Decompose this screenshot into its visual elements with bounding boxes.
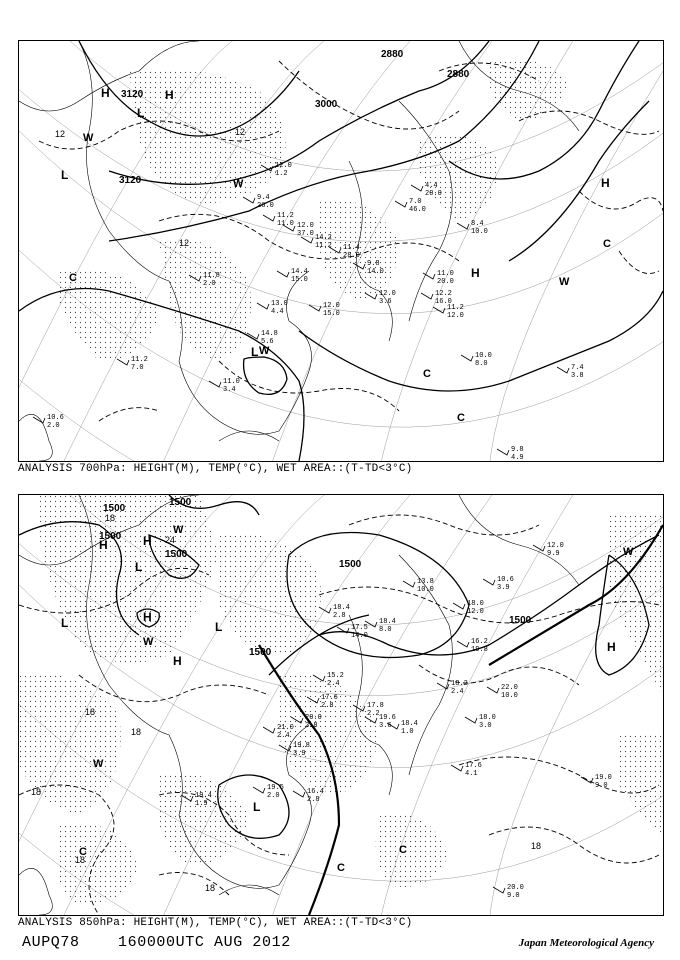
station-temperature: 7.0: [409, 198, 422, 206]
wind-barb: [497, 449, 509, 455]
low-pressure-symbol: L: [215, 620, 223, 634]
product-header: [22, 934, 291, 951]
contour-label: 1500: [103, 503, 126, 514]
station-temperature: 17.6: [321, 694, 338, 702]
station-dewpoint-depression: 2.8: [321, 702, 334, 710]
wind-barb: [253, 787, 265, 793]
station-plot: [533, 542, 564, 558]
station-temperature: 12.0: [275, 162, 292, 170]
station-dewpoint-depression: 2.0: [267, 792, 280, 800]
warm-symbol: W: [173, 524, 184, 536]
wind-barb: [457, 641, 469, 647]
station-temperature: 14.2: [315, 234, 332, 242]
station-temperature: 11.4: [343, 244, 360, 252]
map-850hpa-canvas: [19, 495, 663, 915]
wind-barb: [277, 271, 289, 277]
station-dewpoint-depression: 20.0: [425, 190, 442, 198]
station-plot: [293, 788, 324, 804]
station-plot: [395, 198, 426, 214]
station-dewpoint-depression: 7.0: [131, 364, 144, 372]
wind-barb: [243, 197, 255, 203]
station-plot: [387, 720, 418, 736]
station-dewpoint-depression: 12.0: [467, 608, 484, 616]
station-plot: [257, 300, 288, 316]
isotherm-label: 18: [131, 727, 142, 737]
wind-barb: [557, 367, 569, 373]
station-plot: [423, 270, 454, 286]
station-temperature: 11.0: [223, 378, 240, 386]
station-temperature: 10.6: [47, 414, 64, 422]
station-plot: [457, 638, 488, 654]
isotherm-label: 24: [165, 535, 176, 545]
station-plot: [557, 364, 584, 380]
station-dewpoint-depression: 4.4: [271, 308, 284, 316]
station-plot: [465, 714, 496, 730]
station-dewpoint-depression: 37.0: [297, 230, 314, 238]
station-dewpoint-depression: 1.9: [195, 800, 208, 808]
analysis-datetime: 160000UTC AUG 2012: [118, 934, 291, 951]
caption-850hpa: ANALYSIS 850hPa: HEIGHT(M), TEMP(°C), WET AREA::(T-TD<3°C): [18, 917, 413, 929]
high-pressure-symbol: H: [99, 538, 108, 552]
station-temperature: 14.4: [291, 268, 308, 276]
station-temperature: 13.0: [271, 300, 288, 308]
cold-symbol: C: [337, 862, 345, 874]
station-plot: [493, 884, 524, 900]
contour-label: 2880: [381, 49, 404, 60]
station-temperature: 17.5: [351, 624, 368, 632]
cold-symbol: C: [79, 846, 87, 858]
cold-symbol: C: [399, 844, 407, 856]
station-temperature: 18.0: [467, 600, 484, 608]
station-dewpoint-depression: 11.2: [315, 242, 332, 250]
station-temperature: 18.0: [479, 714, 496, 722]
isotherm-label: 12: [235, 127, 246, 137]
station-dewpoint-depression: 15.0: [291, 276, 308, 284]
station-dewpoint-depression: 3.9: [497, 584, 510, 592]
station-temperature: 9.8: [367, 260, 380, 268]
station-plot: [457, 220, 488, 236]
high-pressure-symbol: H: [101, 86, 110, 100]
station-temperature: 12.0: [297, 222, 314, 230]
station-dewpoint-depression: 8.0: [475, 360, 488, 368]
low-pressure-symbol: L: [61, 168, 69, 182]
station-temperature: 14.8: [261, 330, 278, 338]
wet-areas: [19, 495, 663, 905]
station-plot: [483, 576, 514, 592]
warm-symbol: W: [559, 276, 570, 288]
warm-symbol: W: [233, 178, 244, 190]
high-pressure-symbol: H: [607, 640, 616, 654]
contour-label: 3000: [315, 99, 338, 110]
warm-symbol: W: [143, 636, 154, 648]
station-dewpoint-depression: 2.2: [367, 710, 380, 718]
contour-label: 3120: [119, 175, 142, 186]
station-temperature: 7.4: [571, 364, 584, 372]
wind-barb: [465, 717, 477, 723]
wind-barb: [293, 791, 305, 797]
station-dewpoint-depression: 3.6: [379, 722, 392, 730]
station-plot: [209, 378, 240, 394]
station-dewpoint-depression: 2.4: [277, 732, 290, 740]
high-pressure-symbol: H: [601, 176, 610, 190]
low-pressure-symbol: L: [61, 616, 69, 630]
station-plot: [33, 414, 64, 430]
station-temperature: 12.0: [323, 302, 340, 310]
station-temperature: 12.0: [547, 542, 564, 550]
contour-label: 1500: [165, 549, 188, 560]
station-plot: [403, 578, 434, 594]
station-plot: [433, 304, 464, 320]
station-temperature: 15.2: [327, 672, 344, 680]
low-pressure-symbol: L: [253, 800, 261, 814]
station-dewpoint-depression: 10.0: [471, 228, 488, 236]
isotherm-label: 18: [531, 841, 542, 851]
station-plot: [263, 724, 294, 740]
warm-symbol: W: [83, 132, 94, 144]
wind-barb: [403, 581, 415, 587]
wind-barb: [411, 185, 423, 191]
station-dewpoint-depression: 3.6: [379, 298, 392, 306]
station-temperature: 10.6: [497, 576, 514, 584]
station-temperature: 12.0: [379, 290, 396, 298]
map-700hpa-canvas: [19, 41, 663, 461]
wind-barb: [487, 687, 499, 693]
station-plot: [411, 182, 442, 198]
wind-barb: [457, 223, 469, 229]
station-dewpoint-depression: 10.0: [501, 692, 518, 700]
caption-700hpa: ANALYSIS 700hPa: HEIGHT(M), TEMP(°C), WET AREA::(T-TD<3°C): [18, 463, 413, 475]
station-dewpoint-depression: 15.0: [323, 310, 340, 318]
station-temperature: 20.0: [507, 884, 524, 892]
station-plot: [277, 268, 308, 284]
station-plot: [451, 762, 482, 778]
cold-symbol: C: [457, 412, 465, 424]
isotherm-label: 12: [179, 238, 190, 248]
station-plot: [365, 618, 396, 634]
station-dewpoint-depression: 3.4: [223, 386, 236, 394]
station-plot: [497, 446, 524, 461]
station-plot: [263, 212, 294, 228]
station-dewpoint-depression: 8.0: [379, 626, 392, 634]
station-plot: [437, 680, 468, 696]
station-dewpoint-depression: 2.4: [327, 680, 340, 688]
wind-barb: [395, 201, 407, 207]
contour-label: 1500: [99, 531, 122, 542]
station-dewpoint-depression: 9.9: [547, 550, 560, 558]
station-temperature: 18.4: [333, 604, 350, 612]
wind-barb: [263, 215, 275, 221]
contour-label: 1500: [249, 647, 272, 658]
contour-label: 1500: [339, 559, 362, 570]
station-temperature: 19.8: [293, 742, 310, 750]
station-temperature: 13.8: [417, 578, 434, 586]
station-plot: [487, 684, 518, 700]
station-plot: [253, 784, 284, 800]
low-pressure-symbol: L: [137, 106, 145, 120]
station-temperature: 17.8: [367, 702, 384, 710]
station-temperature: 19.5: [267, 784, 284, 792]
station-temperature: 21.0: [277, 724, 294, 732]
contour-label: 1500: [169, 497, 192, 508]
station-dewpoint-depression: 2.0: [47, 422, 60, 430]
station-dewpoint-depression: 2.0: [203, 280, 216, 288]
warm-symbol: W: [259, 345, 270, 357]
isotherm-label: 18: [31, 787, 42, 797]
station-dewpoint-depression: 28.0: [343, 252, 360, 260]
wind-barb: [117, 359, 129, 365]
station-dewpoint-depression: 3.9: [293, 750, 306, 758]
station-plot: [581, 774, 612, 790]
coastlines: [19, 41, 579, 461]
wind-barb: [257, 303, 269, 309]
station-plot: [243, 194, 274, 210]
station-temperature: 12.2: [435, 290, 452, 298]
cold-symbol: C: [603, 238, 611, 250]
station-dewpoint-depression: 1.0: [401, 728, 414, 736]
station-temperature: 11.0: [437, 270, 454, 278]
wind-barb: [461, 355, 473, 361]
high-pressure-symbol: H: [143, 610, 152, 624]
cold-symbol: C: [423, 368, 431, 380]
wind-barb: [421, 293, 433, 299]
station-plot: [453, 600, 484, 616]
station-dewpoint-depression: 4.1: [465, 770, 478, 778]
map-700hpa: [18, 40, 664, 462]
station-temperature: 18.4: [401, 720, 418, 728]
isotherm-label: 12: [55, 129, 66, 139]
isotherm-label: 18: [85, 707, 96, 717]
wind-barb: [483, 579, 495, 585]
station-dewpoint-depression: 12.0: [447, 312, 464, 320]
station-dewpoint-depression: 1.2: [275, 170, 288, 178]
isotherm-label: 18: [105, 513, 116, 523]
agency-credit: Japan Meteorological Agency: [518, 937, 654, 949]
station-dewpoint-depression: 11.0: [277, 220, 294, 228]
station-temperature: 20.0: [305, 714, 322, 722]
warm-symbol: W: [623, 546, 634, 558]
station-temperature: 19.6: [379, 714, 396, 722]
warm-symbol: W: [93, 758, 104, 770]
station-dewpoint-depression: 46.0: [409, 206, 426, 214]
station-temperature: 22.0: [501, 684, 518, 692]
wind-barb: [451, 765, 463, 771]
wind-barb: [209, 381, 221, 387]
station-dewpoint-depression: 14.0: [351, 632, 368, 640]
wind-barb: [263, 727, 275, 733]
station-temperature: 18.4: [379, 618, 396, 626]
station-temperature: 11.2: [131, 356, 148, 364]
station-dewpoint-depression: 5.6: [261, 338, 274, 346]
station-temperature: 4.4: [425, 182, 438, 190]
high-pressure-symbol: H: [471, 266, 480, 280]
station-dewpoint-depression: 3.8: [571, 372, 584, 380]
contour-label: 3120: [121, 89, 144, 100]
wet-areas: [59, 59, 569, 362]
station-dewpoint-depression: 14.0: [367, 268, 384, 276]
product-code: AUPQ78: [22, 934, 80, 951]
station-dewpoint-depression: 2.8: [307, 796, 320, 804]
contour-label: 2880: [447, 69, 470, 80]
high-pressure-symbol: H: [173, 654, 182, 668]
wind-barb: [493, 887, 505, 893]
station-temperature: 16.2: [471, 638, 488, 646]
station-dewpoint-depression: 2.8: [305, 722, 318, 730]
high-pressure-symbol: H: [165, 88, 174, 102]
station-temperature: 9.8: [511, 446, 524, 454]
station-dewpoint-depression: 16.0: [435, 298, 452, 306]
station-dewpoint-depression: 2.4: [451, 688, 464, 696]
station-dewpoint-depression: 19.8: [471, 646, 488, 654]
station-temperature: 19.0: [595, 774, 612, 782]
station-temperature: 10.0: [475, 352, 492, 360]
station-temperature: 16.4: [307, 788, 324, 796]
station-temperature: 17.6: [465, 762, 482, 770]
isotherm-label: 18: [75, 855, 86, 865]
station-dewpoint-depression: 9.0: [595, 782, 608, 790]
station-dewpoint-depression: 26.0: [257, 202, 274, 210]
low-pressure-symbol: L: [135, 560, 143, 574]
station-dewpoint-depression: 9.0: [507, 892, 520, 900]
low-pressure-symbol: L: [251, 345, 259, 359]
wind-barb: [453, 603, 465, 609]
cold-symbol: C: [69, 272, 77, 284]
station-dewpoint-depression: 10.0: [417, 586, 434, 594]
station-temperature: 8.4: [471, 220, 484, 228]
station-temperature: 9.4: [257, 194, 270, 202]
station-temperature: 19.4: [195, 792, 212, 800]
station-plot: [309, 302, 340, 318]
station-temperature: 11.2: [277, 212, 294, 220]
station-dewpoint-depression: 20.0: [437, 278, 454, 286]
high-pressure-symbol: H: [143, 534, 152, 548]
station-dewpoint-depression: 3.0: [479, 722, 492, 730]
station-plot: [461, 352, 492, 368]
station-plot: [117, 356, 148, 372]
station-temperature: 11.8: [203, 272, 220, 280]
station-temperature: 11.2: [447, 304, 464, 312]
map-850hpa: [18, 494, 664, 916]
contour-label: 1500: [509, 615, 532, 626]
isotherm-label: 18: [205, 883, 216, 893]
station-temperature: 18.2: [451, 680, 468, 688]
station-dewpoint-depression: 2.8: [333, 612, 346, 620]
station-dewpoint-depression: 4.9: [511, 454, 524, 461]
